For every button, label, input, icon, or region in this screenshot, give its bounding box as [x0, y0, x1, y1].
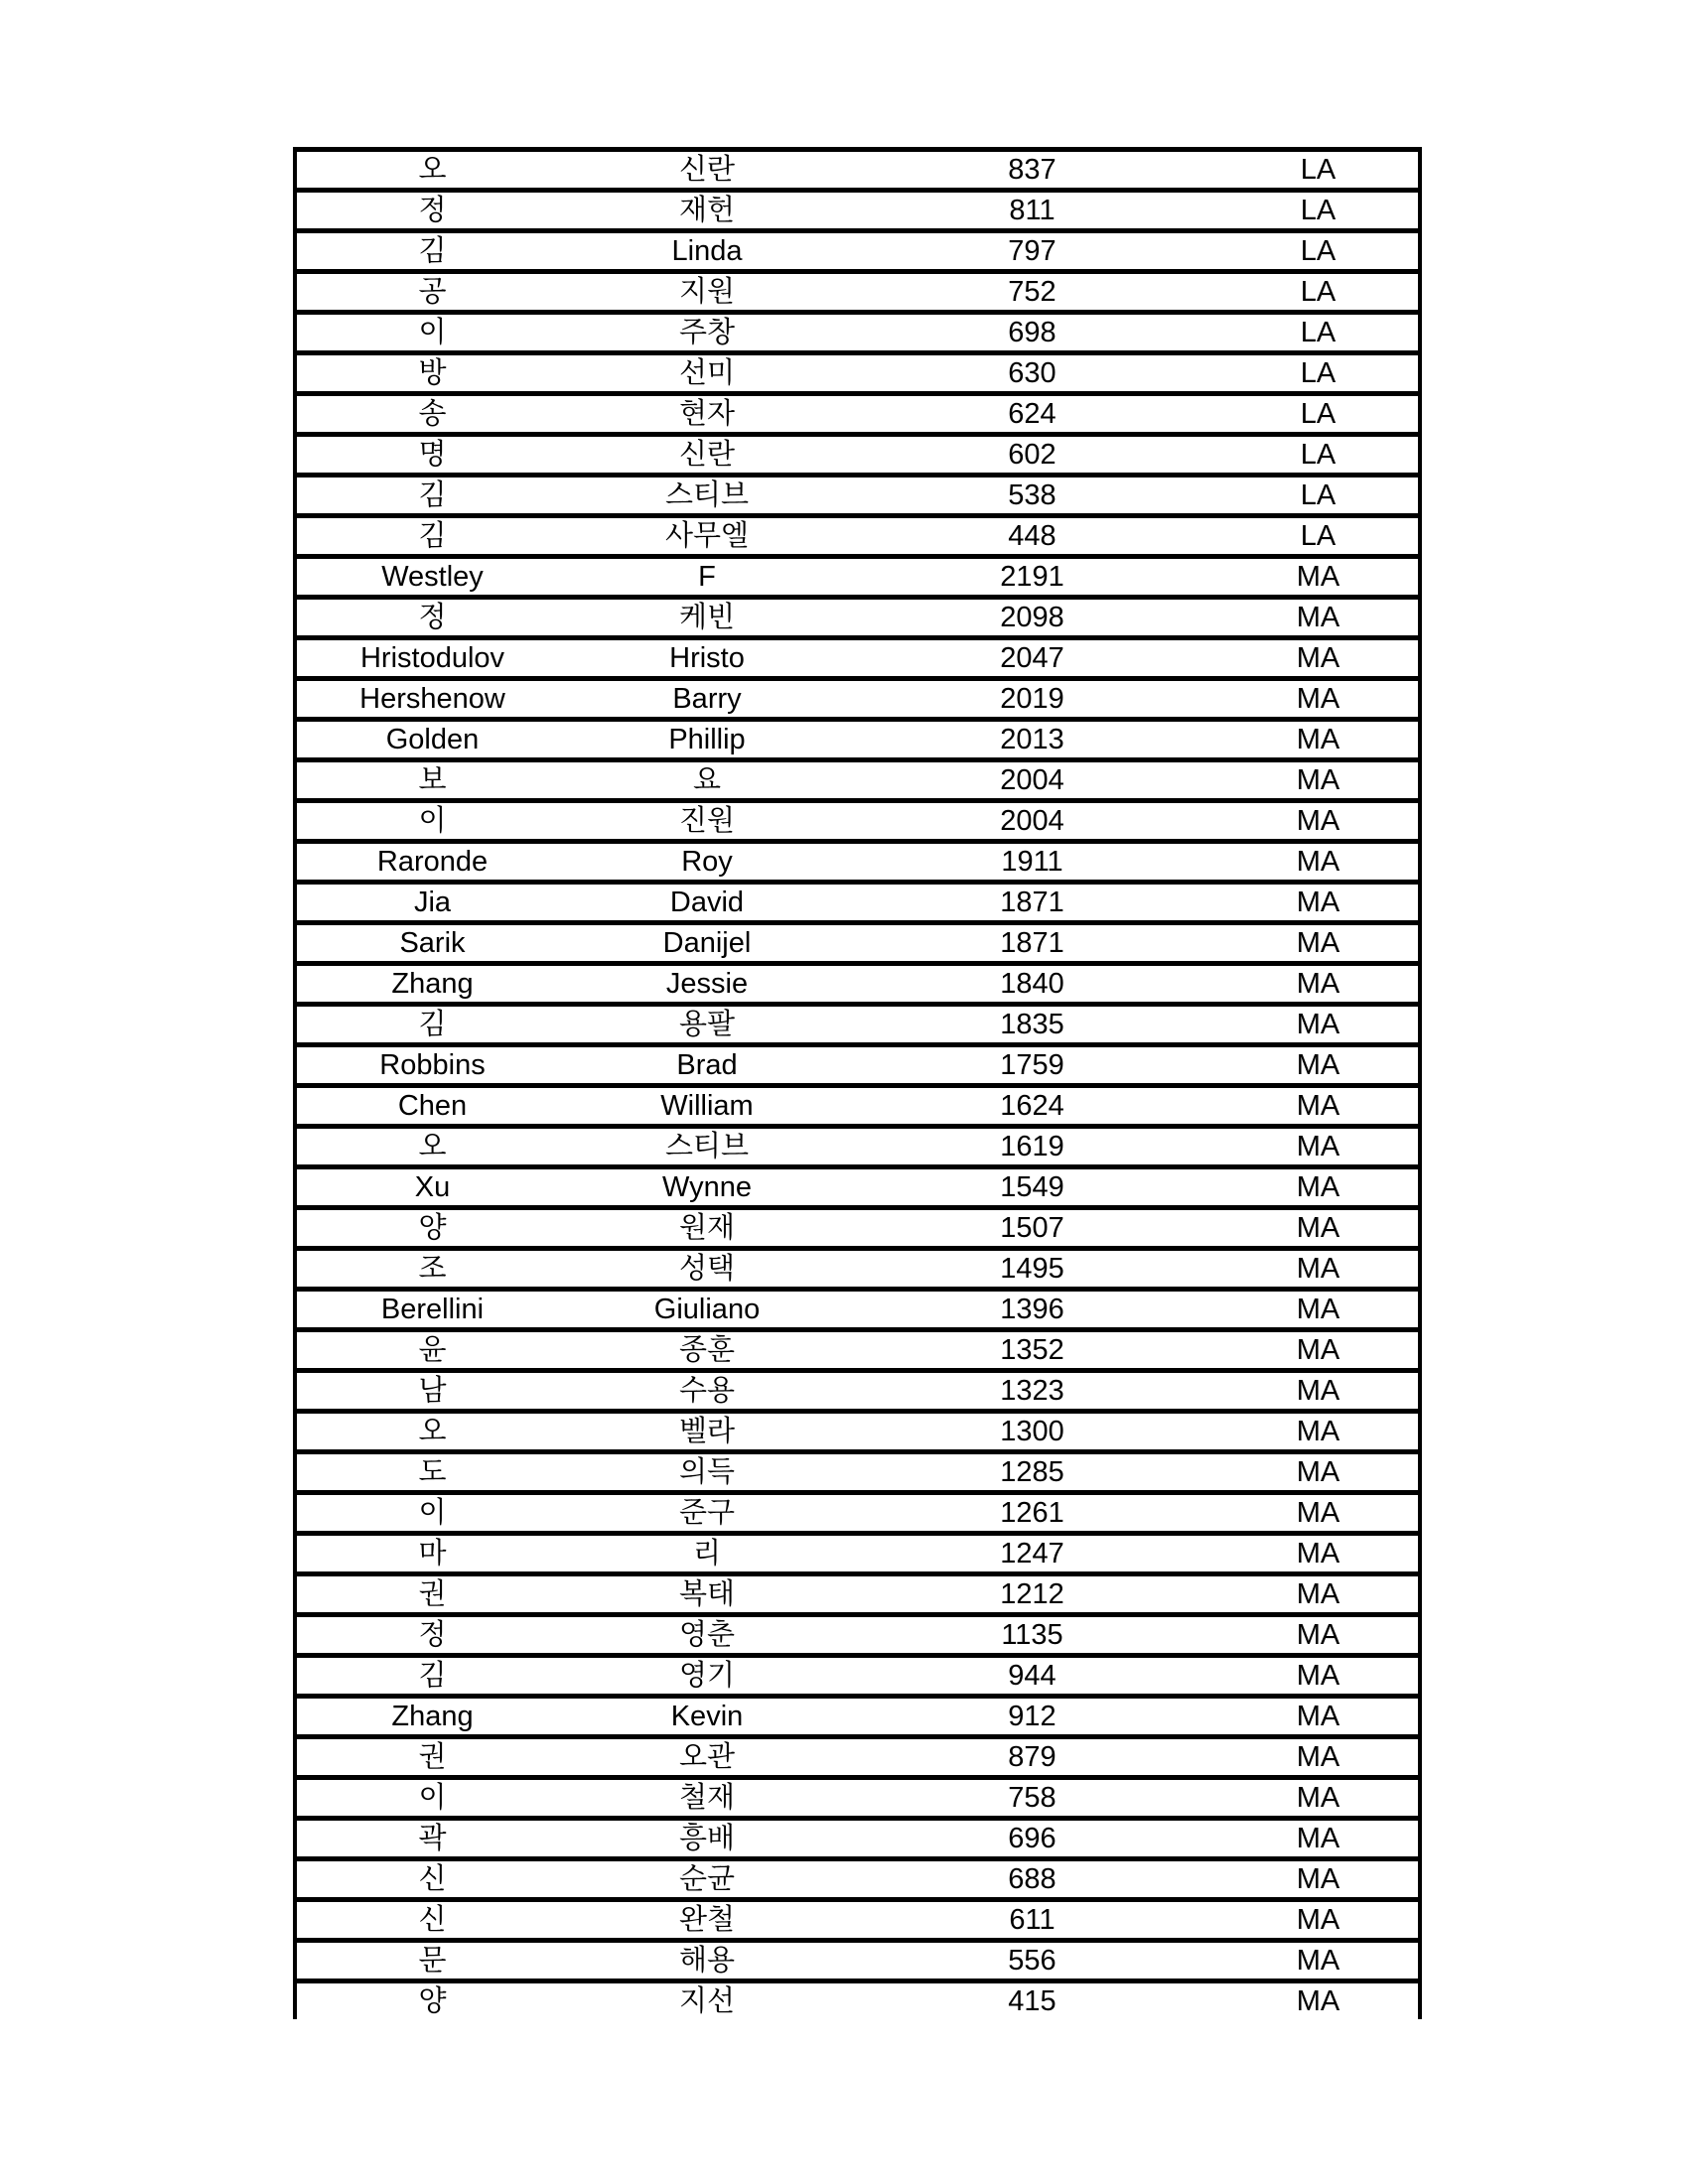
cell-last-name: 문: [293, 1938, 568, 1979]
table-row: [293, 1490, 1422, 1531]
table-row: [293, 391, 1422, 432]
cell-state: MA: [1218, 1368, 1422, 1409]
cell-state: MA: [1218, 676, 1422, 717]
cell-state: MA: [1218, 1205, 1422, 1246]
cell-count: 2004: [846, 757, 1218, 798]
cell-state: MA: [1218, 1490, 1422, 1531]
cell-count: 1261: [846, 1490, 1218, 1531]
cell-state: MA: [1218, 1653, 1422, 1694]
cell-last-name: 도: [293, 1449, 568, 1490]
cell-first-name: Hristo: [568, 635, 846, 676]
cell-last-name: Westley: [293, 554, 568, 595]
cell-first-name: 요: [568, 757, 846, 798]
table-row: [293, 1409, 1422, 1449]
table-row: [293, 717, 1422, 757]
cell-count: 944: [846, 1653, 1218, 1694]
cell-first-name: 현자: [568, 391, 846, 432]
cell-state: MA: [1218, 1164, 1422, 1205]
cell-state: MA: [1218, 1979, 1422, 2019]
table-row: [293, 1327, 1422, 1368]
cell-last-name: 양: [293, 1979, 568, 2019]
cell-first-name: 스티브: [568, 473, 846, 513]
table-row: [293, 839, 1422, 880]
cell-state: MA: [1218, 1612, 1422, 1653]
cell-state: MA: [1218, 1531, 1422, 1571]
table-row: [293, 1205, 1422, 1246]
cell-state: MA: [1218, 798, 1422, 839]
table-row: [293, 798, 1422, 839]
cell-first-name: 성택: [568, 1246, 846, 1287]
cell-state: MA: [1218, 1571, 1422, 1612]
cell-last-name: 보: [293, 757, 568, 798]
cell-first-name: 영춘: [568, 1612, 846, 1653]
table-row: [293, 1938, 1422, 1979]
cell-state: LA: [1218, 473, 1422, 513]
table-row: [293, 1653, 1422, 1694]
cell-state: LA: [1218, 350, 1422, 391]
table-row: [293, 676, 1422, 717]
cell-first-name: 완철: [568, 1897, 846, 1938]
cell-last-name: 방: [293, 350, 568, 391]
cell-last-name: Berellini: [293, 1287, 568, 1327]
cell-count: 556: [846, 1938, 1218, 1979]
table-row: [293, 1612, 1422, 1653]
cell-count: 448: [846, 513, 1218, 554]
cell-state: MA: [1218, 757, 1422, 798]
cell-state: MA: [1218, 839, 1422, 880]
table-row: [293, 432, 1422, 473]
cell-count: 624: [846, 391, 1218, 432]
cell-count: 415: [846, 1979, 1218, 2019]
table-row: [293, 188, 1422, 228]
cell-first-name: Roy: [568, 839, 846, 880]
cell-last-name: 김: [293, 1653, 568, 1694]
table-row: [293, 1856, 1422, 1897]
cell-last-name: 송: [293, 391, 568, 432]
table-row: [293, 635, 1422, 676]
table-row: [293, 1449, 1422, 1490]
cell-last-name: 오: [293, 1409, 568, 1449]
table-row: [293, 1083, 1422, 1124]
cell-state: MA: [1218, 1327, 1422, 1368]
table-row: [293, 513, 1422, 554]
cell-count: 837: [846, 147, 1218, 188]
cell-state: MA: [1218, 1124, 1422, 1164]
cell-first-name: 리: [568, 1531, 846, 1571]
table-row: [293, 1775, 1422, 1816]
cell-last-name: 이: [293, 1775, 568, 1816]
table-row: [293, 1531, 1422, 1571]
cell-last-name: Hershenow: [293, 676, 568, 717]
cell-first-name: 순균: [568, 1856, 846, 1897]
table-row: [293, 310, 1422, 350]
cell-state: LA: [1218, 391, 1422, 432]
cell-last-name: 정: [293, 595, 568, 635]
cell-last-name: Xu: [293, 1164, 568, 1205]
cell-last-name: 권: [293, 1734, 568, 1775]
cell-first-name: 영기: [568, 1653, 846, 1694]
cell-last-name: 공: [293, 269, 568, 310]
cell-last-name: Sarik: [293, 920, 568, 961]
table-row: [293, 880, 1422, 920]
cell-first-name: 종훈: [568, 1327, 846, 1368]
cell-last-name: 곽: [293, 1816, 568, 1856]
table-row: [293, 473, 1422, 513]
cell-first-name: Danijel: [568, 920, 846, 961]
cell-first-name: Barry: [568, 676, 846, 717]
table-row: [293, 1571, 1422, 1612]
cell-state: MA: [1218, 920, 1422, 961]
cell-state: MA: [1218, 595, 1422, 635]
cell-last-name: 명: [293, 432, 568, 473]
table-row: [293, 1734, 1422, 1775]
cell-count: 811: [846, 188, 1218, 228]
cell-count: 630: [846, 350, 1218, 391]
table-row: [293, 1694, 1422, 1734]
cell-count: 2047: [846, 635, 1218, 676]
cell-count: 1135: [846, 1612, 1218, 1653]
cell-count: 1911: [846, 839, 1218, 880]
cell-state: MA: [1218, 1775, 1422, 1816]
table-row: [293, 1002, 1422, 1042]
cell-first-name: 스티브: [568, 1124, 846, 1164]
cell-count: 696: [846, 1816, 1218, 1856]
cell-state: MA: [1218, 880, 1422, 920]
cell-last-name: 정: [293, 1612, 568, 1653]
cell-first-name: 사무엘: [568, 513, 846, 554]
cell-last-name: 이: [293, 310, 568, 350]
cell-last-name: 마: [293, 1531, 568, 1571]
cell-state: MA: [1218, 554, 1422, 595]
cell-first-name: 수용: [568, 1368, 846, 1409]
cell-first-name: 선미: [568, 350, 846, 391]
table-row: [293, 1124, 1422, 1164]
cell-first-name: 지선: [568, 1979, 846, 2019]
cell-count: 1212: [846, 1571, 1218, 1612]
cell-first-name: 용팔: [568, 1002, 846, 1042]
cell-last-name: Jia: [293, 880, 568, 920]
cell-count: 698: [846, 310, 1218, 350]
cell-state: MA: [1218, 1694, 1422, 1734]
table-row: [293, 228, 1422, 269]
cell-count: 912: [846, 1694, 1218, 1734]
table-row: [293, 147, 1422, 188]
table-row: [293, 1246, 1422, 1287]
cell-first-name: 원재: [568, 1205, 846, 1246]
cell-first-name: 신란: [568, 432, 846, 473]
cell-first-name: 진원: [568, 798, 846, 839]
cell-first-name: Jessie: [568, 961, 846, 1002]
cell-last-name: 신: [293, 1897, 568, 1938]
table-row: [293, 757, 1422, 798]
cell-count: 1396: [846, 1287, 1218, 1327]
name-count-state-table: [293, 147, 1422, 2019]
cell-last-name: 신: [293, 1856, 568, 1897]
cell-count: 758: [846, 1775, 1218, 1816]
spreadsheet-print-page: [293, 147, 1422, 2019]
cell-first-name: Linda: [568, 228, 846, 269]
cell-last-name: 정: [293, 188, 568, 228]
cell-first-name: Brad: [568, 1042, 846, 1083]
cell-count: 2191: [846, 554, 1218, 595]
cell-state: LA: [1218, 188, 1422, 228]
cell-count: 752: [846, 269, 1218, 310]
cell-state: LA: [1218, 432, 1422, 473]
cell-last-name: 오: [293, 1124, 568, 1164]
cell-first-name: 지원: [568, 269, 846, 310]
cell-count: 688: [846, 1856, 1218, 1897]
cell-last-name: Raronde: [293, 839, 568, 880]
cell-first-name: 준구: [568, 1490, 846, 1531]
cell-last-name: Golden: [293, 717, 568, 757]
cell-first-name: 케빈: [568, 595, 846, 635]
cell-state: MA: [1218, 1083, 1422, 1124]
cell-state: MA: [1218, 1897, 1422, 1938]
cell-state: MA: [1218, 1246, 1422, 1287]
cell-state: MA: [1218, 1938, 1422, 1979]
cell-count: 2019: [846, 676, 1218, 717]
cell-state: MA: [1218, 717, 1422, 757]
table-row: [293, 1979, 1422, 2019]
cell-last-name: Zhang: [293, 1694, 568, 1734]
cell-count: 1624: [846, 1083, 1218, 1124]
cell-count: 1871: [846, 920, 1218, 961]
table-row: [293, 269, 1422, 310]
cell-first-name: Wynne: [568, 1164, 846, 1205]
cell-first-name: 흥배: [568, 1816, 846, 1856]
cell-state: MA: [1218, 1002, 1422, 1042]
cell-first-name: Kevin: [568, 1694, 846, 1734]
cell-count: 1759: [846, 1042, 1218, 1083]
table-row: [293, 920, 1422, 961]
cell-state: LA: [1218, 147, 1422, 188]
cell-first-name: 재헌: [568, 188, 846, 228]
cell-last-name: 조: [293, 1246, 568, 1287]
table-row: [293, 1164, 1422, 1205]
table-row: [293, 961, 1422, 1002]
cell-last-name: 김: [293, 1002, 568, 1042]
cell-state: MA: [1218, 961, 1422, 1002]
cell-last-name: 양: [293, 1205, 568, 1246]
cell-state: LA: [1218, 310, 1422, 350]
cell-count: 602: [846, 432, 1218, 473]
cell-first-name: 신란: [568, 147, 846, 188]
cell-state: MA: [1218, 1409, 1422, 1449]
cell-count: 2098: [846, 595, 1218, 635]
cell-last-name: 남: [293, 1368, 568, 1409]
cell-count: 1619: [846, 1124, 1218, 1164]
cell-last-name: 권: [293, 1571, 568, 1612]
cell-last-name: 이: [293, 1490, 568, 1531]
cell-state: MA: [1218, 635, 1422, 676]
cell-first-name: 복태: [568, 1571, 846, 1612]
cell-count: 611: [846, 1897, 1218, 1938]
cell-state: MA: [1218, 1734, 1422, 1775]
cell-last-name: 오: [293, 147, 568, 188]
table-body: [293, 147, 1422, 2019]
cell-count: 2004: [846, 798, 1218, 839]
cell-count: 2013: [846, 717, 1218, 757]
cell-first-name: 의득: [568, 1449, 846, 1490]
cell-last-name: 김: [293, 473, 568, 513]
cell-count: 538: [846, 473, 1218, 513]
cell-first-name: F: [568, 554, 846, 595]
cell-count: 1285: [846, 1449, 1218, 1490]
cell-first-name: Phillip: [568, 717, 846, 757]
cell-last-name: Chen: [293, 1083, 568, 1124]
table-row: [293, 350, 1422, 391]
cell-last-name: 김: [293, 228, 568, 269]
cell-first-name: 벨라: [568, 1409, 846, 1449]
cell-count: 1247: [846, 1531, 1218, 1571]
cell-count: 1549: [846, 1164, 1218, 1205]
cell-first-name: 해용: [568, 1938, 846, 1979]
cell-count: 1871: [846, 880, 1218, 920]
cell-last-name: Zhang: [293, 961, 568, 1002]
cell-first-name: William: [568, 1083, 846, 1124]
cell-count: 1840: [846, 961, 1218, 1002]
cell-first-name: 주창: [568, 310, 846, 350]
table-row: [293, 1287, 1422, 1327]
cell-count: 879: [846, 1734, 1218, 1775]
cell-first-name: 철재: [568, 1775, 846, 1816]
cell-count: 1495: [846, 1246, 1218, 1287]
cell-count: 1300: [846, 1409, 1218, 1449]
table-row: [293, 1897, 1422, 1938]
table-row: [293, 1816, 1422, 1856]
cell-count: 1507: [846, 1205, 1218, 1246]
cell-first-name: Giuliano: [568, 1287, 846, 1327]
cell-state: MA: [1218, 1816, 1422, 1856]
cell-count: 797: [846, 228, 1218, 269]
cell-state: MA: [1218, 1856, 1422, 1897]
cell-state: MA: [1218, 1449, 1422, 1490]
cell-state: MA: [1218, 1287, 1422, 1327]
cell-count: 1835: [846, 1002, 1218, 1042]
cell-first-name: David: [568, 880, 846, 920]
table-row: [293, 595, 1422, 635]
cell-state: LA: [1218, 228, 1422, 269]
cell-last-name: Robbins: [293, 1042, 568, 1083]
table-row: [293, 1042, 1422, 1083]
cell-last-name: 김: [293, 513, 568, 554]
cell-count: 1323: [846, 1368, 1218, 1409]
cell-first-name: 오관: [568, 1734, 846, 1775]
cell-count: 1352: [846, 1327, 1218, 1368]
cell-state: LA: [1218, 513, 1422, 554]
cell-last-name: 윤: [293, 1327, 568, 1368]
cell-last-name: 이: [293, 798, 568, 839]
table-row: [293, 1368, 1422, 1409]
cell-last-name: Hristodulov: [293, 635, 568, 676]
cell-state: MA: [1218, 1042, 1422, 1083]
cell-state: LA: [1218, 269, 1422, 310]
table-row: [293, 554, 1422, 595]
